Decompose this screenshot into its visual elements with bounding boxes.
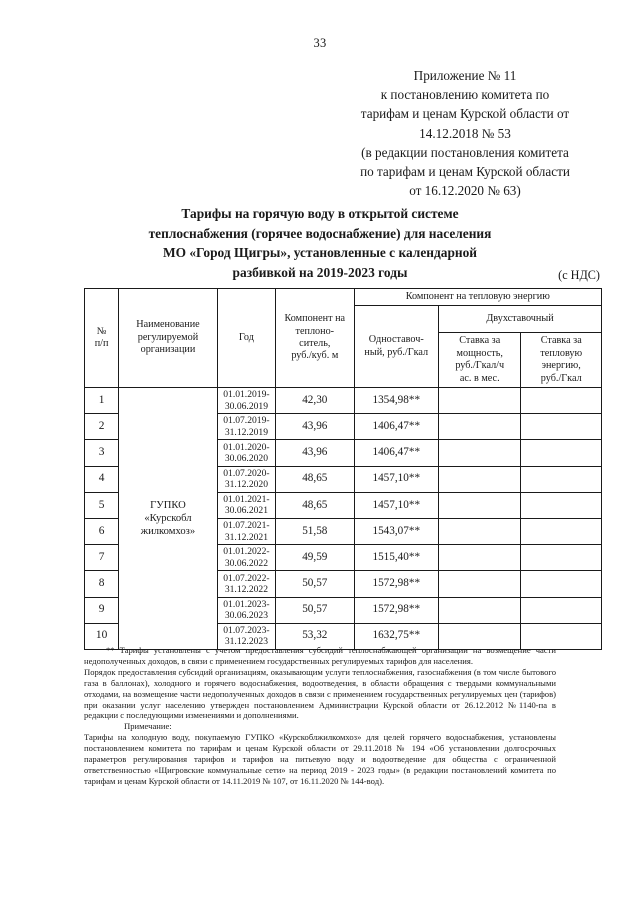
cell-power-rate-value [439, 414, 521, 440]
cell-row-number: 5 [85, 492, 119, 518]
organization-line-2: «Курскобл [144, 512, 192, 524]
tariff-table [84, 288, 602, 650]
cell-period [217, 492, 275, 518]
cell-heat-energy-rate-value [521, 597, 602, 623]
cell-period [217, 388, 275, 414]
cell-period [217, 518, 275, 544]
cell-single-rate-value: 1406,47** [354, 414, 438, 440]
cell-heat-carrier-value: 50,57 [276, 571, 354, 597]
cell-heat-carrier-value: 48,65 [276, 492, 354, 518]
header-heat-line4: руб./Гкал [540, 372, 582, 384]
header-row-number [85, 289, 119, 388]
period-to: 30.06.2023 [224, 610, 268, 622]
period-to: 31.12.2023 [224, 636, 268, 648]
header-single-line2: ный, руб./Гкал [364, 346, 429, 358]
header-carrier-line2: теплоно- [295, 325, 335, 337]
cell-period [217, 571, 275, 597]
period-to: 31.12.2022 [224, 583, 268, 595]
header-heat-energy-rate [521, 333, 602, 388]
cell-row-number: 3 [85, 440, 119, 466]
cell-period [217, 414, 275, 440]
cell-power-rate-value [439, 545, 521, 571]
header-two-part-rate: Двухставочный [439, 306, 602, 333]
header-heat-line3: энергию, [541, 360, 581, 372]
cell-power-rate-value [439, 597, 521, 623]
page-number: 33 [313, 36, 327, 50]
header-organization [119, 289, 218, 388]
cell-row-number: 10 [85, 623, 119, 649]
cell-heat-carrier-value: 43,96 [276, 414, 354, 440]
cell-power-rate-value [439, 492, 521, 518]
period-from: 01.07.2019- [223, 415, 270, 427]
cell-power-rate-value [439, 388, 521, 414]
period-to: 30.06.2022 [224, 557, 268, 569]
header-org-line1: Наименование [136, 319, 200, 331]
header-single-line1: Одноставоч- [368, 334, 424, 346]
appendix-line-3: тарифам и ценам Курской области от [360, 106, 570, 122]
cell-heat-energy-rate-value [521, 414, 602, 440]
title-line-4: разбивкой на 2019-2023 годы [232, 264, 408, 280]
cell-power-rate-value [439, 571, 521, 597]
period-from: 01.01.2023- [223, 598, 270, 610]
cell-single-rate-value: 1572,98** [354, 597, 438, 623]
header-org-line2: регулируемой [137, 331, 199, 343]
appendix-line-7: от 16.12.2020 № 63) [409, 183, 521, 199]
header-heat-carrier-component [276, 289, 354, 388]
cell-period [217, 597, 275, 623]
cell-power-rate-value [439, 518, 521, 544]
period-from: 01.01.2021- [223, 493, 270, 505]
cell-heat-carrier-value: 43,96 [276, 440, 354, 466]
appendix-line-2: к постановлению комитета по [380, 87, 550, 103]
period-from: 01.07.2021- [223, 520, 270, 532]
cell-heat-carrier-value: 48,65 [276, 466, 354, 492]
cell-heat-energy-rate-value [521, 545, 602, 571]
cell-row-number: 9 [85, 597, 119, 623]
cell-single-rate-value: 1406,47** [354, 440, 438, 466]
appendix-line-5: (в редакции постановления комитета [361, 144, 569, 160]
cell-period [217, 545, 275, 571]
title-line-3: МО «Город Щигры», установленные с календарной [162, 245, 478, 260]
title-line-1: Тарифы на горячую воду в открытой системе [181, 206, 459, 221]
cell-row-number: 6 [85, 518, 119, 544]
note-label: Примечание: [124, 721, 172, 732]
header-heat-line2: тепловую [540, 347, 583, 359]
appendix-reference-block [300, 66, 630, 200]
period-to: 30.06.2021 [224, 505, 268, 517]
period-to: 30.06.2020 [224, 452, 268, 464]
cell-period [217, 466, 275, 492]
header-carrier-line4: руб./куб. м [291, 350, 339, 362]
header-power-line2: мощность, [456, 347, 503, 359]
header-single-rate [354, 306, 438, 388]
period-from: 01.01.2022- [223, 546, 270, 558]
footnote-cold-water: Тарифы на холодную воду, покупаемую ГУПКО «Курскоблжилкомхоз» для целей горячего водоснабжения, установлены постановлением комитета по тарифам и ценам Курской области от 29.11.2018 № 194 «Об установлении долгосрочных параметров регулирования тарифов и тарифов на питьевую воду и водоотведение для общества с ограниченной ответственностью «Щигровские коммунальные сети» на период 2019 - 2023 годы» (в редакции постановлений комитета по тарифам и ценам Курской области от 14.11.2019 № 107, от 16.11.2020 № 144-вод). [84, 732, 556, 786]
cell-heat-carrier-value: 51,58 [276, 518, 354, 544]
cell-row-number: 7 [85, 545, 119, 571]
title-line-2: теплоснабжения (горячее водоснабжение) для населения [148, 225, 492, 241]
organization-line-3: жилкомхоз» [140, 525, 196, 537]
cell-single-rate-value: 1572,98** [354, 571, 438, 597]
period-from: 01.07.2020- [223, 467, 270, 479]
period-to: 30.06.2019 [224, 400, 268, 412]
header-carrier-line3: ситель, [299, 338, 331, 349]
header-num-line2: п/п [94, 338, 109, 349]
period-from: 01.07.2022- [223, 572, 270, 584]
cell-power-rate-value [439, 466, 521, 492]
header-year: Год [217, 289, 275, 388]
table-body [85, 388, 602, 650]
cell-row-number: 4 [85, 466, 119, 492]
cell-single-rate-value: 1543,07** [354, 518, 438, 544]
header-num-line1: № [96, 325, 107, 337]
cell-single-rate-value: 1457,10** [354, 466, 438, 492]
header-power-line1: Ставка за [459, 335, 501, 347]
period-from: 01.01.2020- [223, 441, 270, 453]
cell-heat-energy-rate-value [521, 466, 602, 492]
header-power-rate [439, 333, 521, 388]
cell-heat-carrier-value: 42,30 [276, 388, 354, 414]
cell-heat-energy-rate-value [521, 492, 602, 518]
header-heat-line1: Ставка за [540, 335, 582, 347]
cell-heat-energy-rate-value [521, 571, 602, 597]
cell-heat-energy-rate-value [521, 440, 602, 466]
period-from: 01.07.2023- [223, 624, 270, 636]
table-row [85, 388, 602, 414]
footnote-subsidy: ** Тарифы установлены с учетом предоставления субсидий теплоснабжающей организации на возмещение части недополученных доходов, в связи с применением государственных регулируемых тарифов для населения. [84, 645, 556, 666]
table-header [85, 289, 602, 388]
cell-period [217, 440, 275, 466]
cell-row-number: 8 [85, 571, 119, 597]
period-to: 31.12.2021 [224, 531, 268, 543]
footnote-procedure: Порядок предоставления субсидий организациям, оказывающим услуги теплоснабжения, газоснабжения (в том числе бытового газа в баллонах), холодного и горячего водоснабжения, водоотведения, в области обращения с твердыми коммунальными отходами, на возмещение части недополученных доходов в связи с применением государственных регулируемых цен (тарифов) при оказании услуг населению утвержден постановлением Администрации Курской области от 26.12.2012 №1140-па в редакции с последующими изменениями и дополнениями. [84, 666, 556, 721]
cell-heat-energy-rate-value [521, 388, 602, 414]
header-power-line3: руб./Гкал/ч [455, 360, 505, 372]
cell-heat-energy-rate-value [521, 518, 602, 544]
cell-single-rate-value: 1354,98** [354, 388, 438, 414]
period-to: 31.12.2019 [224, 426, 268, 438]
cell-heat-carrier-value: 49,59 [276, 545, 354, 571]
appendix-line-6: по тарифам и ценам Курской области [360, 164, 570, 180]
footnotes-block [84, 645, 556, 787]
period-to: 31.12.2020 [224, 479, 268, 491]
cell-heat-carrier-value: 50,57 [276, 597, 354, 623]
header-org-line3: организации [140, 344, 196, 356]
cell-organization-name [119, 388, 218, 650]
period-from: 01.01.2019- [223, 389, 270, 401]
cell-power-rate-value [439, 440, 521, 466]
appendix-line-4: 14.12.2018 № 53 [419, 125, 511, 141]
cell-single-rate-value: 1515,40** [354, 545, 438, 571]
header-thermal-energy-component: Компонент на тепловую энергию [354, 289, 601, 306]
cell-single-rate-value: 1457,10** [354, 492, 438, 518]
appendix-line-1: Приложение № 11 [413, 68, 517, 83]
cell-heat-carrier-value: 53,32 [276, 623, 354, 649]
header-power-line4: ас. в мес. [459, 372, 500, 384]
cell-row-number: 1 [85, 388, 119, 414]
vat-note: (с НДС) [558, 268, 600, 282]
cell-single-rate-value: 1632,75** [354, 623, 438, 649]
header-carrier-line1: Компонент на [284, 313, 346, 325]
organization-line-1: ГУПКО [150, 499, 186, 511]
cell-row-number: 2 [85, 414, 119, 440]
